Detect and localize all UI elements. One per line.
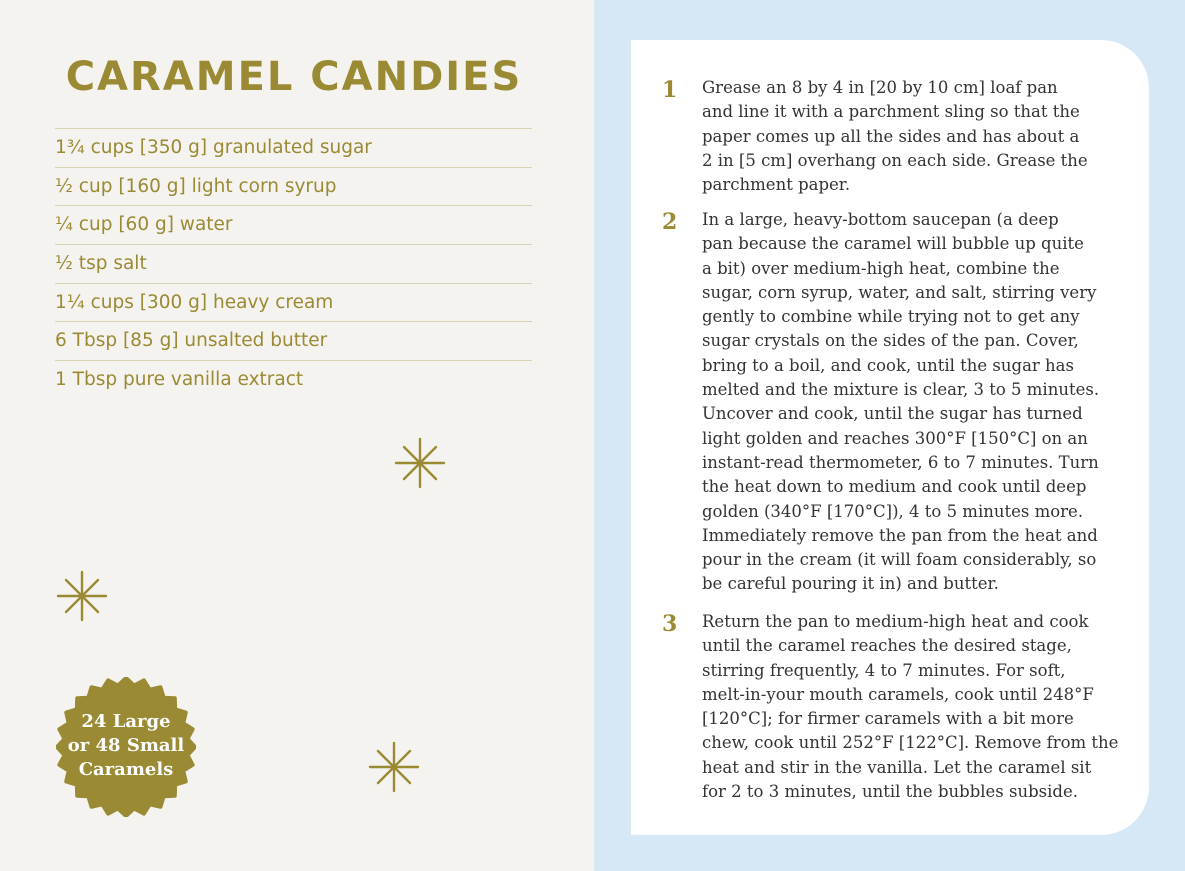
step-line: 2 in [5 cm] overhang on each side. Grease the xyxy=(702,150,1088,170)
step-line: a bit) over medium-high heat, combine the xyxy=(702,258,1060,278)
step-line: chew, cook until 252°F [122°C]. Remove from the xyxy=(702,733,1119,753)
step-line: melt-in-your mouth caramels, cook until 248°F xyxy=(702,684,1094,704)
step-text xyxy=(702,610,1134,804)
step-line: golden (340°F [170°C]), 4 to 5 minutes more. xyxy=(702,501,1084,521)
step-text xyxy=(702,208,1134,597)
step-line: Return the pan to medium-high heat and cook xyxy=(702,612,1089,631)
step-line: gently to combine while trying not to get any xyxy=(702,307,1080,327)
step-line: In a large, heavy-bottom saucepan (a deep xyxy=(702,210,1059,229)
sparkle-icon xyxy=(56,570,108,622)
instructions-card xyxy=(631,40,1149,835)
step-number: 3 xyxy=(662,611,678,637)
yield-badge xyxy=(56,677,196,817)
ingredient-item: 1¾ cups [350 g] granulated sugar xyxy=(55,129,532,168)
yield-line: 24 Large xyxy=(81,711,171,732)
yield-line: or 48 Small xyxy=(67,735,185,756)
step-line: bring to a boil, and cook, until the sugar has xyxy=(702,355,1074,375)
step-line: for 2 to 3 minutes, until the bubbles subside. xyxy=(702,782,1078,802)
step-number: 1 xyxy=(662,77,678,103)
sparkle-icon xyxy=(368,741,420,793)
step-line: parchment paper. xyxy=(702,175,851,195)
ingredient-item: 1 Tbsp pure vanilla extract xyxy=(55,369,304,391)
step-line: melted and the mixture is clear, 3 to 5 minutes. xyxy=(702,380,1100,400)
step-text xyxy=(702,76,1134,197)
step-line: the heat down to medium and cook until deep xyxy=(702,477,1087,497)
step-line: stirring frequently, 4 to 7 minutes. For soft, xyxy=(702,660,1066,680)
ingredient-item: ¼ cup [60 g] water xyxy=(55,206,532,245)
step-line: instant-read thermometer, 6 to 7 minutes. Turn xyxy=(702,452,1099,472)
sparkle-icon xyxy=(394,437,446,489)
step-line: Uncover and cook, until the sugar has turned xyxy=(702,404,1083,424)
step-line: Grease an 8 by 4 in [20 by 10 cm] loaf pan xyxy=(702,78,1058,97)
ingredient-item: 6 Tbsp [85 g] unsalted butter xyxy=(55,322,532,361)
recipe-title: CARAMEL CANDIES xyxy=(65,54,523,100)
step-line: paper comes up all the sides and has about a xyxy=(702,126,1080,146)
ingredient-list xyxy=(55,128,532,399)
step-line: sugar crystals on the sides of the pan. Cover, xyxy=(702,331,1079,351)
step-line: and line it with a parchment sling so that the xyxy=(702,102,1080,122)
step-line: sugar, corn syrup, water, and salt, stirring very xyxy=(702,282,1097,302)
step-line: heat and stir in the vanilla. Let the caramel sit xyxy=(702,757,1092,777)
step-line: pan because the caramel will bubble up quite xyxy=(702,234,1084,254)
step-line: [120°C]; for firmer caramels with a bit more xyxy=(702,709,1074,729)
yield-line: Caramels xyxy=(78,759,174,780)
step-line: until the caramel reaches the desired stage, xyxy=(702,636,1072,656)
step-number: 2 xyxy=(662,209,678,235)
step-line: Immediately remove the pan from the heat and xyxy=(702,525,1098,545)
step-line: be careful pouring it in) and butter. xyxy=(702,574,999,594)
ingredient-item: 1¼ cups [300 g] heavy cream xyxy=(55,284,532,323)
ingredient-item: ½ tsp salt xyxy=(55,245,532,284)
step-line: light golden and reaches 300°F [150°C] on an xyxy=(702,428,1088,448)
yield-text xyxy=(56,710,196,782)
step-line: pour in the cream (it will foam considerably, so xyxy=(702,550,1097,570)
ingredient-item: ½ cup [160 g] light corn syrup xyxy=(55,168,532,207)
